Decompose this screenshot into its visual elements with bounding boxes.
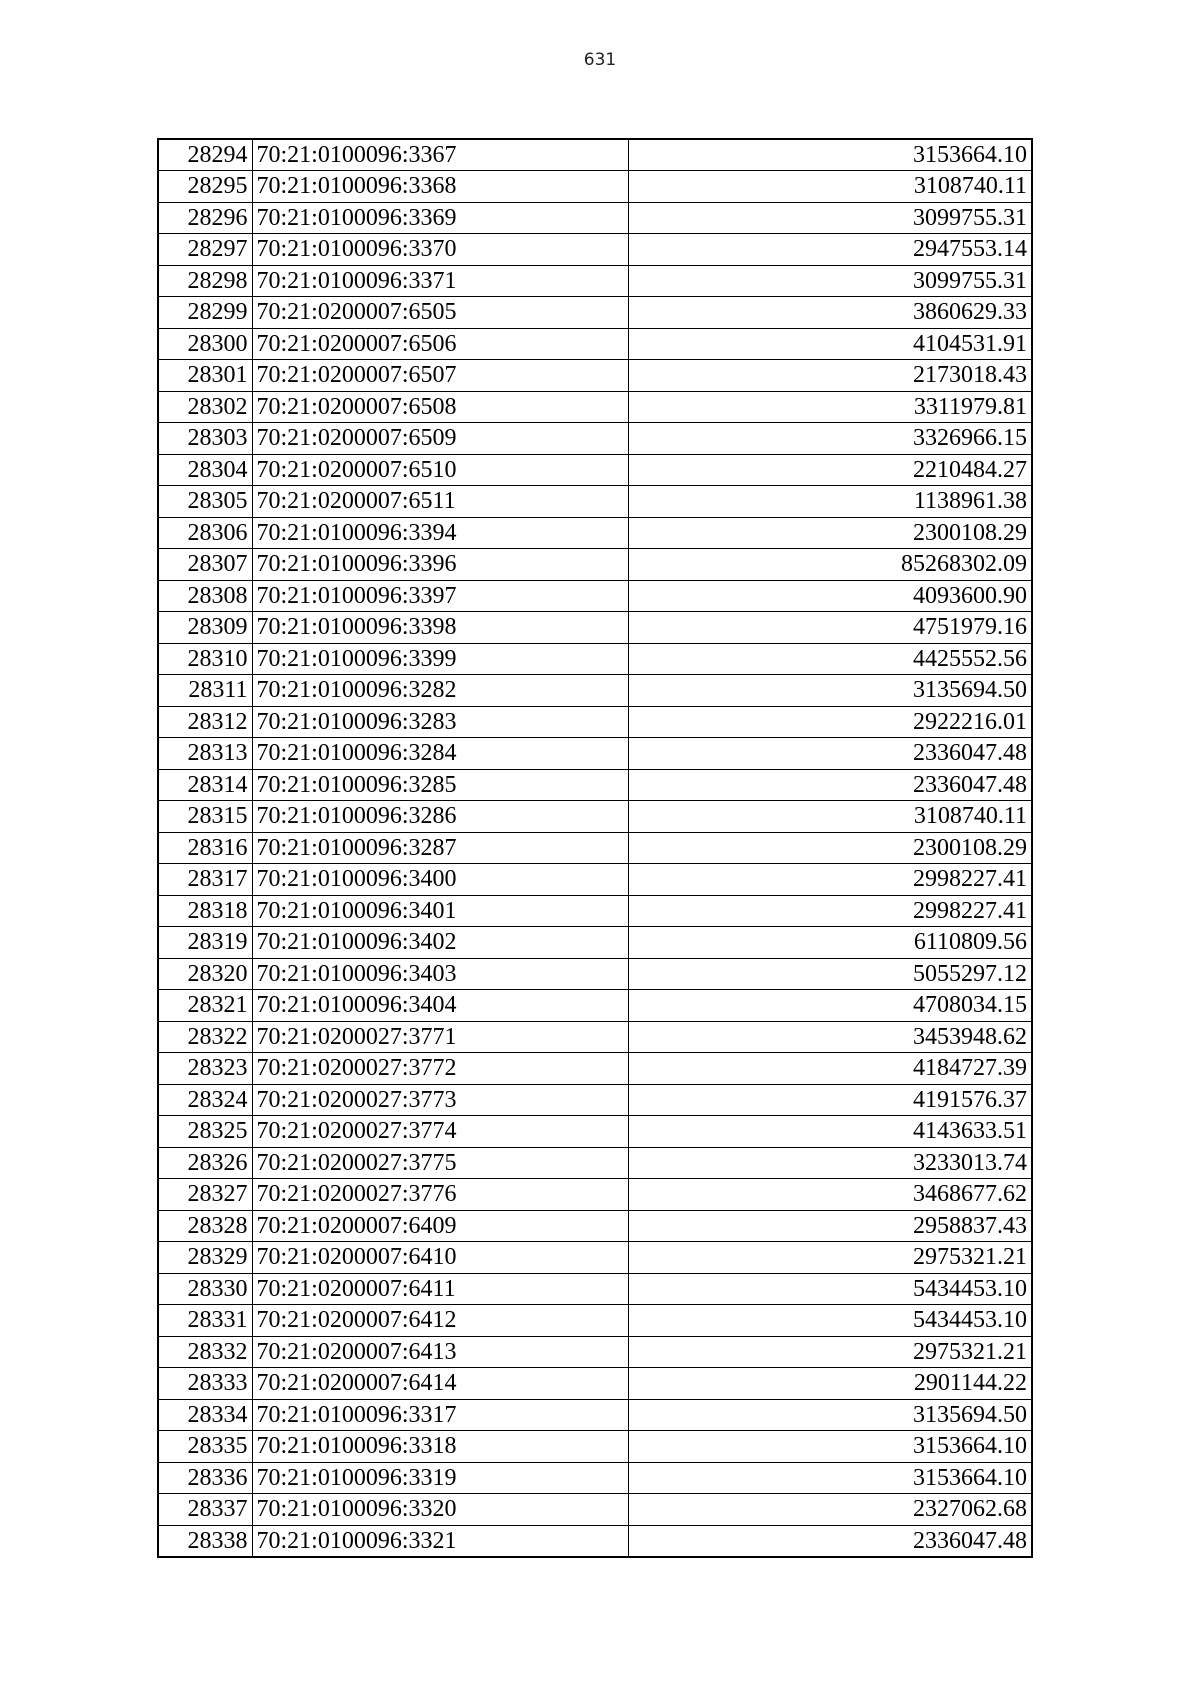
table-row xyxy=(158,1053,1032,1085)
table-row xyxy=(158,549,1032,581)
cadastral-value-cell: 3233013.74 xyxy=(628,1147,1032,1179)
cadastral-value-cell: 2922216.01 xyxy=(628,706,1032,738)
cadastral-number-cell: 70:21:0200027:3774 xyxy=(252,1116,628,1148)
cadastral-value-cell: 3108740.11 xyxy=(628,171,1032,203)
row-number-cell: 28335 xyxy=(158,1431,252,1463)
row-number-cell: 28327 xyxy=(158,1179,252,1211)
row-number-cell: 28315 xyxy=(158,801,252,833)
row-number-cell: 28308 xyxy=(158,580,252,612)
row-number-cell: 28312 xyxy=(158,706,252,738)
row-number-cell: 28318 xyxy=(158,895,252,927)
table-row xyxy=(158,895,1032,927)
cadastral-value-cell: 4425552.56 xyxy=(628,643,1032,675)
cadastral-number-cell: 70:21:0100096:3397 xyxy=(252,580,628,612)
row-number-cell: 28294 xyxy=(158,139,252,171)
cadastral-value-cell: 2947553.14 xyxy=(628,234,1032,266)
row-number-cell: 28300 xyxy=(158,328,252,360)
cadastral-number-cell: 70:21:0200007:6412 xyxy=(252,1305,628,1337)
table-row xyxy=(158,580,1032,612)
row-number-cell: 28299 xyxy=(158,297,252,329)
cadastral-value-cell: 4708034.15 xyxy=(628,990,1032,1022)
cadastral-value-cell: 2958837.43 xyxy=(628,1210,1032,1242)
cadastral-value-cell: 2327062.68 xyxy=(628,1494,1032,1526)
cadastral-value-cell: 3311979.81 xyxy=(628,391,1032,423)
cadastral-value-cell: 2336047.48 xyxy=(628,769,1032,801)
cadastral-number-cell: 70:21:0100096:3367 xyxy=(252,139,628,171)
cadastral-number-cell: 70:21:0200027:3771 xyxy=(252,1021,628,1053)
table-row xyxy=(158,1116,1032,1148)
cadastral-number-cell: 70:21:0100096:3396 xyxy=(252,549,628,581)
cadastral-value-cell: 4751979.16 xyxy=(628,612,1032,644)
cadastral-number-cell: 70:21:0100096:3371 xyxy=(252,265,628,297)
table-row xyxy=(158,612,1032,644)
row-number-cell: 28295 xyxy=(158,171,252,203)
cadastral-number-cell: 70:21:0200007:6509 xyxy=(252,423,628,455)
row-number-cell: 28336 xyxy=(158,1462,252,1494)
table-row xyxy=(158,769,1032,801)
row-number-cell: 28304 xyxy=(158,454,252,486)
cadastral-value-cell: 5434453.10 xyxy=(628,1273,1032,1305)
cadastral-number-cell: 70:21:0100096:3394 xyxy=(252,517,628,549)
row-number-cell: 28338 xyxy=(158,1525,252,1557)
cadastral-value-cell: 3135694.50 xyxy=(628,675,1032,707)
row-number-cell: 28296 xyxy=(158,202,252,234)
table-row xyxy=(158,643,1032,675)
table-row xyxy=(158,360,1032,392)
row-number-cell: 28321 xyxy=(158,990,252,1022)
row-number-cell: 28329 xyxy=(158,1242,252,1274)
table-row xyxy=(158,486,1032,518)
table-row xyxy=(158,1147,1032,1179)
row-number-cell: 28323 xyxy=(158,1053,252,1085)
cadastral-value-cell: 5434453.10 xyxy=(628,1305,1032,1337)
row-number-cell: 28337 xyxy=(158,1494,252,1526)
cadastral-value-cell: 2336047.48 xyxy=(628,738,1032,770)
cadastral-number-cell: 70:21:0100096:3320 xyxy=(252,1494,628,1526)
cadastral-number-cell: 70:21:0200027:3773 xyxy=(252,1084,628,1116)
row-number-cell: 28311 xyxy=(158,675,252,707)
table-row xyxy=(158,1525,1032,1557)
row-number-cell: 28307 xyxy=(158,549,252,581)
cadastral-number-cell: 70:21:0100096:3321 xyxy=(252,1525,628,1557)
table-row xyxy=(158,801,1032,833)
cadastral-value-cell: 2975321.21 xyxy=(628,1242,1032,1274)
cadastral-number-cell: 70:21:0100096:3317 xyxy=(252,1399,628,1431)
table-row xyxy=(158,1273,1032,1305)
cadastral-value-cell: 3099755.31 xyxy=(628,265,1032,297)
table-row xyxy=(158,990,1032,1022)
cadastral-number-cell: 70:21:0100096:3369 xyxy=(252,202,628,234)
row-number-cell: 28298 xyxy=(158,265,252,297)
row-number-cell: 28322 xyxy=(158,1021,252,1053)
cadastral-value-cell: 85268302.09 xyxy=(628,549,1032,581)
cadastral-number-cell: 70:21:0200007:6508 xyxy=(252,391,628,423)
table-row xyxy=(158,958,1032,990)
table-row xyxy=(158,454,1032,486)
cadastral-value-cell: 2998227.41 xyxy=(628,864,1032,896)
table-row xyxy=(158,517,1032,549)
row-number-cell: 28333 xyxy=(158,1368,252,1400)
cadastral-value-cell: 2998227.41 xyxy=(628,895,1032,927)
row-number-cell: 28306 xyxy=(158,517,252,549)
table-row xyxy=(158,1399,1032,1431)
cadastral-value-cell: 2173018.43 xyxy=(628,360,1032,392)
table-row xyxy=(158,927,1032,959)
table-row xyxy=(158,423,1032,455)
cadastral-value-cell: 3153664.10 xyxy=(628,1462,1032,1494)
table-row xyxy=(158,1431,1032,1463)
cadastral-value-cell: 3153664.10 xyxy=(628,139,1032,171)
cadastral-value-cell: 2300108.29 xyxy=(628,517,1032,549)
cadastral-number-cell: 70:21:0200007:6510 xyxy=(252,454,628,486)
table-row xyxy=(158,391,1032,423)
table-row xyxy=(158,738,1032,770)
row-number-cell: 28309 xyxy=(158,612,252,644)
cadastral-number-cell: 70:21:0100096:3398 xyxy=(252,612,628,644)
row-number-cell: 28331 xyxy=(158,1305,252,1337)
row-number-cell: 28316 xyxy=(158,832,252,864)
table-row xyxy=(158,139,1032,171)
cadastral-number-cell: 70:21:0200007:6410 xyxy=(252,1242,628,1274)
row-number-cell: 28314 xyxy=(158,769,252,801)
row-number-cell: 28330 xyxy=(158,1273,252,1305)
cadastral-number-cell: 70:21:0100096:3368 xyxy=(252,171,628,203)
table-row xyxy=(158,675,1032,707)
cadastral-number-cell: 70:21:0200007:6409 xyxy=(252,1210,628,1242)
cadastral-number-cell: 70:21:0200027:3775 xyxy=(252,1147,628,1179)
cadastral-number-cell: 70:21:0200007:6413 xyxy=(252,1336,628,1368)
cadastral-number-cell: 70:21:0100096:3402 xyxy=(252,927,628,959)
cadastral-number-cell: 70:21:0100096:3285 xyxy=(252,769,628,801)
row-number-cell: 28310 xyxy=(158,643,252,675)
cadastral-value-cell: 4143633.51 xyxy=(628,1116,1032,1148)
cadastral-value-cell: 2300108.29 xyxy=(628,832,1032,864)
cadastral-number-cell: 70:21:0100096:3399 xyxy=(252,643,628,675)
row-number-cell: 28326 xyxy=(158,1147,252,1179)
cadastral-number-cell: 70:21:0100096:3283 xyxy=(252,706,628,738)
row-number-cell: 28319 xyxy=(158,927,252,959)
cadastral-number-cell: 70:21:0200007:6507 xyxy=(252,360,628,392)
cadastral-number-cell: 70:21:0100096:3400 xyxy=(252,864,628,896)
row-number-cell: 28325 xyxy=(158,1116,252,1148)
table-body xyxy=(158,139,1032,1557)
row-number-cell: 28305 xyxy=(158,486,252,518)
cadastral-number-cell: 70:21:0100096:3403 xyxy=(252,958,628,990)
table-row xyxy=(158,297,1032,329)
row-number-cell: 28320 xyxy=(158,958,252,990)
cadastral-number-cell: 70:21:0100096:3282 xyxy=(252,675,628,707)
cadastral-value-cell: 4184727.39 xyxy=(628,1053,1032,1085)
cadastral-value-cell: 3135694.50 xyxy=(628,1399,1032,1431)
table-row xyxy=(158,1336,1032,1368)
row-number-cell: 28317 xyxy=(158,864,252,896)
table-row xyxy=(158,265,1032,297)
row-number-cell: 28303 xyxy=(158,423,252,455)
table-row xyxy=(158,832,1032,864)
table-row xyxy=(158,1084,1032,1116)
cadastral-value-cell: 4104531.91 xyxy=(628,328,1032,360)
table-row xyxy=(158,1021,1032,1053)
table-row xyxy=(158,1368,1032,1400)
cadastral-number-cell: 70:21:0200007:6411 xyxy=(252,1273,628,1305)
table-row xyxy=(158,706,1032,738)
table-row xyxy=(158,1242,1032,1274)
cadastral-number-cell: 70:21:0200027:3772 xyxy=(252,1053,628,1085)
cadastral-value-cell: 2975321.21 xyxy=(628,1336,1032,1368)
cadastral-number-cell: 70:21:0100096:3401 xyxy=(252,895,628,927)
cadastral-number-cell: 70:21:0100096:3286 xyxy=(252,801,628,833)
table-row xyxy=(158,234,1032,266)
cadastral-number-cell: 70:21:0200007:6506 xyxy=(252,328,628,360)
cadastral-value-cell: 3468677.62 xyxy=(628,1179,1032,1211)
cadastral-number-cell: 70:21:0100096:3318 xyxy=(252,1431,628,1463)
cadastral-value-cell: 5055297.12 xyxy=(628,958,1032,990)
row-number-cell: 28313 xyxy=(158,738,252,770)
row-number-cell: 28301 xyxy=(158,360,252,392)
cadastral-number-cell: 70:21:0200007:6505 xyxy=(252,297,628,329)
cadastral-number-cell: 70:21:0100096:3370 xyxy=(252,234,628,266)
cadastral-value-cell: 4093600.90 xyxy=(628,580,1032,612)
table-row xyxy=(158,864,1032,896)
cadastral-number-cell: 70:21:0100096:3404 xyxy=(252,990,628,1022)
table-row xyxy=(158,171,1032,203)
cadastral-value-table xyxy=(157,138,1033,1558)
cadastral-value-cell: 1138961.38 xyxy=(628,486,1032,518)
cadastral-number-cell: 70:21:0200007:6414 xyxy=(252,1368,628,1400)
cadastral-number-cell: 70:21:0200027:3776 xyxy=(252,1179,628,1211)
cadastral-value-cell: 3326966.15 xyxy=(628,423,1032,455)
cadastral-value-cell: 2210484.27 xyxy=(628,454,1032,486)
table-row xyxy=(158,1210,1032,1242)
table-row xyxy=(158,1305,1032,1337)
cadastral-value-cell: 3453948.62 xyxy=(628,1021,1032,1053)
cadastral-value-cell: 3860629.33 xyxy=(628,297,1032,329)
cadastral-value-cell: 3108740.11 xyxy=(628,801,1032,833)
row-number-cell: 28334 xyxy=(158,1399,252,1431)
table-row xyxy=(158,202,1032,234)
table-row xyxy=(158,328,1032,360)
cadastral-number-cell: 70:21:0100096:3284 xyxy=(252,738,628,770)
row-number-cell: 28324 xyxy=(158,1084,252,1116)
row-number-cell: 28297 xyxy=(158,234,252,266)
page-number: 631 xyxy=(583,50,617,70)
cadastral-value-cell: 2336047.48 xyxy=(628,1525,1032,1557)
cadastral-number-cell: 70:21:0100096:3319 xyxy=(252,1462,628,1494)
row-number-cell: 28302 xyxy=(158,391,252,423)
cadastral-value-cell: 3153664.10 xyxy=(628,1431,1032,1463)
table-row xyxy=(158,1494,1032,1526)
cadastral-value-cell: 3099755.31 xyxy=(628,202,1032,234)
cadastral-number-cell: 70:21:0200007:6511 xyxy=(252,486,628,518)
cadastral-number-cell: 70:21:0100096:3287 xyxy=(252,832,628,864)
cadastral-value-cell: 2901144.22 xyxy=(628,1368,1032,1400)
row-number-cell: 28328 xyxy=(158,1210,252,1242)
row-number-cell: 28332 xyxy=(158,1336,252,1368)
table-row xyxy=(158,1462,1032,1494)
table-row xyxy=(158,1179,1032,1211)
cadastral-value-cell: 6110809.56 xyxy=(628,927,1032,959)
cadastral-value-cell: 4191576.37 xyxy=(628,1084,1032,1116)
